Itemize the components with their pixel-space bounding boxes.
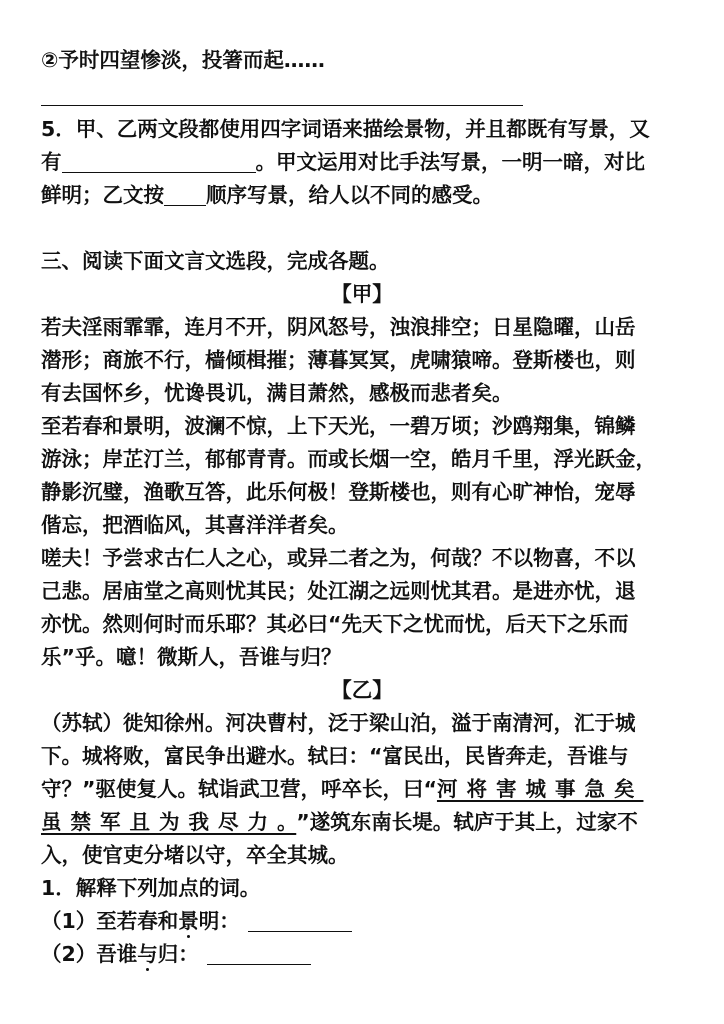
text-span: （1）至若春和	[41, 909, 179, 933]
section-heading: 三、阅读下面文言文选段，完成各题。	[41, 249, 390, 273]
text-span: 鲜明；乙文按	[41, 183, 164, 207]
passage-line: 下。城将败，富民争出避水。轼曰：“富民出，民皆奔走，吾谁与	[41, 744, 629, 768]
passage-line: 己悲。居庙堂之高则忧其民；处江湖之远则忧其君。是进亦忧，退	[41, 579, 636, 603]
passage-line: 游泳；岸芷汀兰，郁郁青青。而或长烟一空，皓月千里，浮光跃金，	[41, 447, 656, 471]
passage-yi-title: 【乙】	[331, 678, 393, 702]
passage-line	[41, 806, 694, 839]
underlined-sentence: 虽禁军且为我尽力。	[41, 810, 297, 834]
passage-line: 乐”乎。噫！微斯人，吾谁与归？	[41, 645, 342, 669]
passage-line: 若夫淫雨霏霏，连月不开，阴风怒号，浊浪排空；日星隐曜，山岳	[41, 315, 636, 339]
question-5-line-1: 5．甲、乙两文段都使用四字词语来描绘景物，并且都既有写景，又	[41, 117, 650, 141]
question-1-title: 1．解释下列加点的词。	[41, 876, 261, 900]
passage-line: （苏轼）徙知徐州。河决曹村，泛于梁山泊，溢于南清河，汇于城	[41, 711, 636, 735]
passage-line: 至若春和景明，波澜不惊，上下天光，一碧万顷；沙鸥翔集，锦鳞	[41, 414, 636, 438]
text-span: 有	[41, 150, 62, 174]
text-span: 顺序写景，给人以不同的感受。	[206, 183, 493, 207]
passage-line: 亦忧。然则何时而乐耶？其必曰“先天下之忧而忧，后天下之乐而	[41, 612, 629, 636]
text-span: 归：	[157, 942, 199, 966]
text-line: ②予时四望惨淡，投箸而起……	[41, 48, 325, 72]
fill-blank[interactable]	[207, 944, 311, 965]
fill-blank[interactable]	[62, 152, 256, 173]
passage-line: 潜形；商旅不行，樯倾楫摧；薄暮冥冥，虎啸猿啼。登斯楼也，则	[41, 348, 636, 372]
text-span: （2）吾谁	[41, 942, 138, 966]
passage-jia-title: 【甲】	[331, 282, 393, 306]
dotted-character: 景	[178, 909, 199, 933]
passage-line: 偕忘，把酒临风，其喜洋洋者矣。	[41, 513, 349, 537]
passage-line: 嗟夫！予尝求古仁人之心，或异二者之为，何哉？不以物喜，不以	[41, 546, 636, 570]
dotted-character: 与	[137, 942, 158, 966]
text-span: 明：	[198, 909, 240, 933]
passage-line: 静影沉璧，渔歌互答，此乐何极！登斯楼也，则有心旷神怡，宠辱	[41, 480, 636, 504]
text-span: 守？”驱使复人。轼诣武卫营，呼卒长，曰“	[41, 777, 437, 801]
question-1-item-2	[41, 938, 694, 971]
fill-blank[interactable]	[164, 185, 206, 206]
question-5-line-2	[41, 146, 694, 179]
text-span: ”遂筑东南长堤。轼庐于其上，过家不	[296, 810, 638, 834]
passage-line	[41, 773, 694, 806]
question-1-item-1	[41, 905, 694, 938]
underlined-sentence: 河将害城事急矣	[436, 777, 644, 801]
passage-line: 入，使官吏分堵以守，卒全其城。	[41, 843, 349, 867]
answer-line	[41, 105, 523, 106]
fill-blank[interactable]	[248, 911, 352, 932]
question-5-line-3	[41, 179, 694, 212]
text-span: 。甲文运用对比手法写景，一明一暗，对比	[255, 150, 645, 174]
passage-line: 有去国怀乡，忧谗畏讥，满目萧然，感极而悲者矣。	[41, 381, 513, 405]
